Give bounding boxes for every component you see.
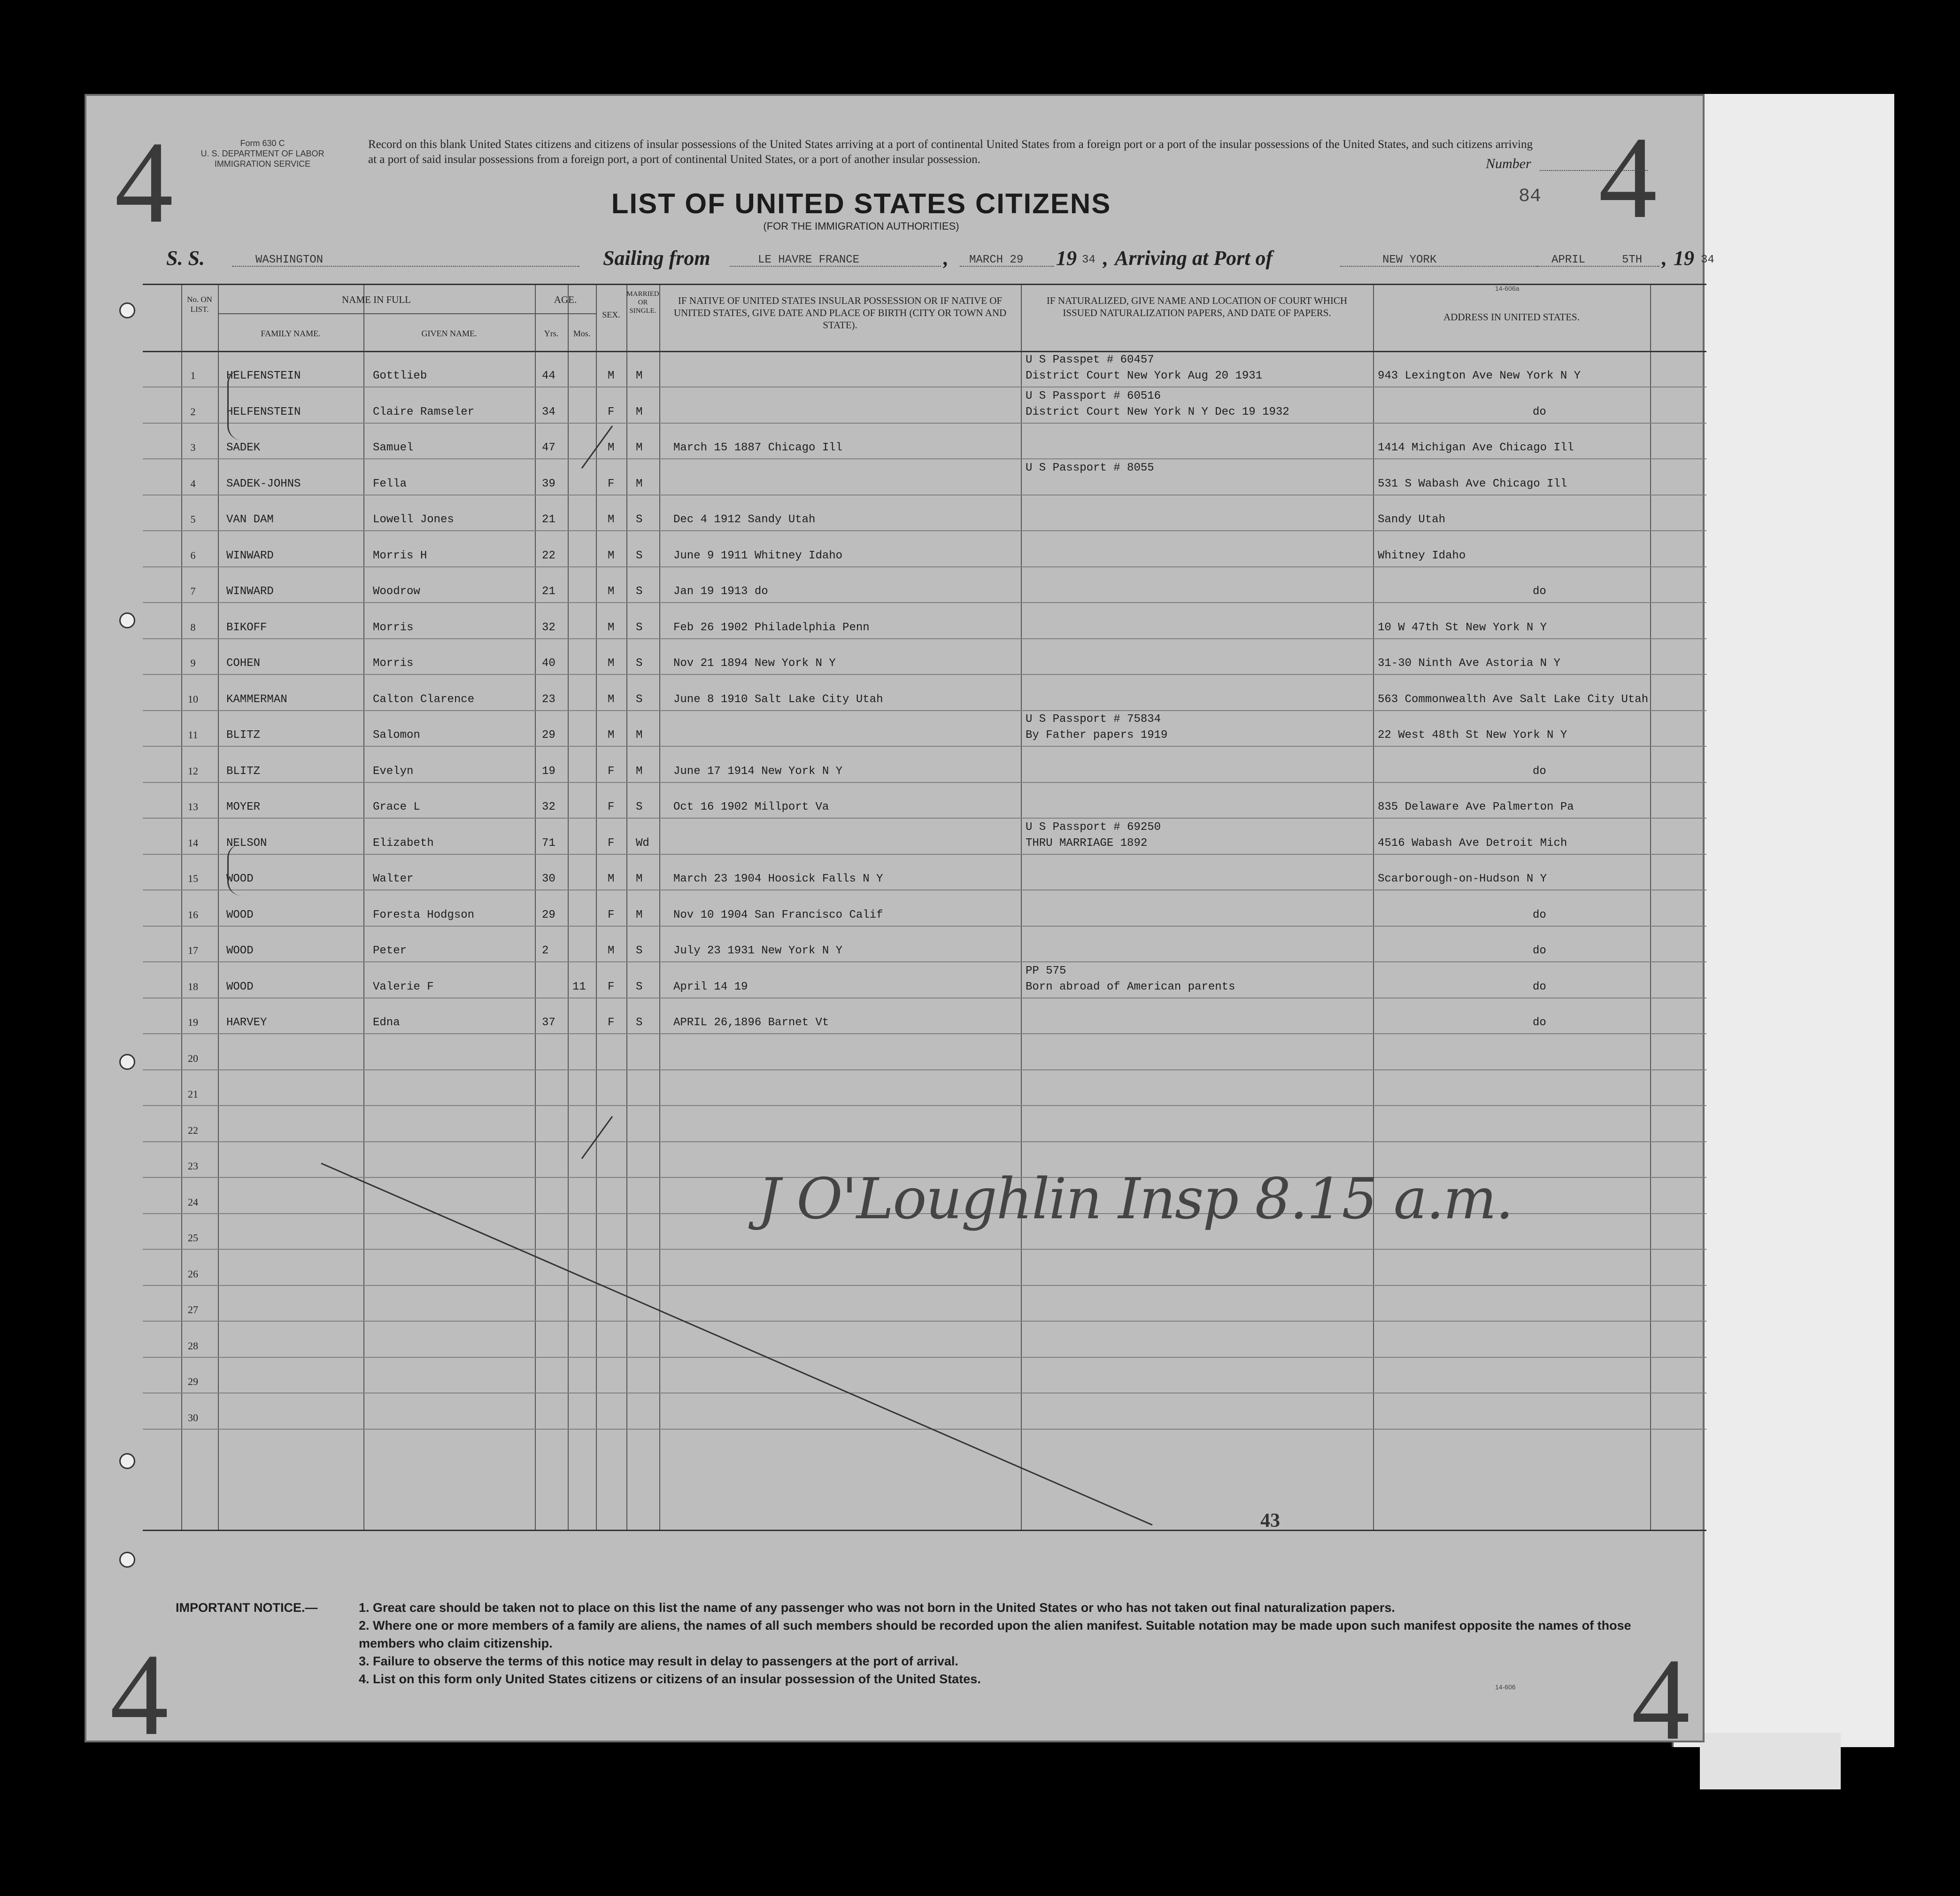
row-number: 8 [190, 621, 196, 633]
row-number: 16 [188, 908, 198, 921]
address: 531 S Wabash Ave Chicago Ill [1378, 477, 1567, 490]
row-number: 5 [190, 513, 196, 525]
departure-date: MARCH 29 [969, 254, 1024, 266]
address: do [1533, 980, 1546, 993]
naturalization-line-2: Born abroad of American parents [1026, 980, 1235, 993]
number-value: 84 [1519, 186, 1542, 207]
age-years: 29 [542, 729, 556, 742]
row-number: 14 [188, 836, 198, 849]
sex: F [608, 908, 615, 921]
notice-item-4: 4. List on this form only United States citizens or citizens of an insular possession of the United States. [359, 1672, 981, 1686]
header-family-name: FAMILY NAME. [261, 329, 321, 338]
given-name: Foresta Hodgson [373, 908, 475, 921]
age-years: 39 [542, 477, 556, 490]
department-name: U. S. DEPARTMENT OF LABOR [201, 149, 324, 158]
birth-date-place: June 8 1910 Salt Lake City Utah [673, 693, 883, 706]
row-number: 10 [188, 693, 198, 705]
row-number: 2 [190, 405, 196, 418]
given-name: Gottlieb [373, 370, 427, 382]
family-name: BIKOFF [226, 621, 267, 634]
page-title: LIST OF UNITED STATES CITIZENS [611, 188, 1111, 219]
number-label: Number [1486, 156, 1531, 171]
voyage-line [166, 246, 1714, 274]
given-name: Samuel [373, 441, 414, 454]
age-years: 40 [542, 657, 556, 670]
marital-status: S [636, 513, 643, 526]
row-number: 26 [188, 1268, 198, 1280]
notice-item-1: 1. Great care should be taken not to place on this list the name of any passenger who was not born in the United States or who has not taken out final naturalization papers. [359, 1601, 1395, 1615]
given-name: Edna [373, 1016, 400, 1029]
naturalization-line-1: U S Passpet # 60457 [1026, 354, 1154, 366]
address: 31-30 Ninth Ave Astoria N Y [1378, 657, 1560, 670]
row-number: 4 [190, 477, 196, 489]
ship-name: WASHINGTON [255, 254, 324, 266]
row-number: 23 [188, 1160, 198, 1172]
notice-item-2: 2. Where one or more members of a family are aliens, the names of all such members should be recorded upon the alien manifest. Suitable notation may be made upon such manifest opposite the names of those members who claim citizenship. [359, 1618, 1631, 1650]
age-years: 19 [542, 765, 556, 778]
number-line [1540, 170, 1648, 171]
marital-status: M [636, 441, 643, 454]
age-years: 2 [542, 944, 549, 957]
cancel-line [143, 285, 1706, 1530]
address: do [1533, 1016, 1546, 1029]
age-years: 30 [542, 873, 556, 885]
family-name: WINWARD [226, 585, 274, 598]
given-name: Morris [373, 621, 414, 634]
marital-status: M [636, 405, 643, 418]
address: 835 Delaware Ave Palmerton Pa [1378, 801, 1574, 813]
sex: M [608, 729, 615, 742]
family-name: BLITZ [226, 729, 261, 742]
sex: M [608, 693, 615, 706]
birth-date-place: March 15 1887 Chicago Ill [673, 441, 843, 454]
binder-hole [119, 1552, 135, 1568]
ss-label: S. S. [166, 247, 205, 270]
notice-heading: IMPORTANT NOTICE.— [176, 1601, 318, 1615]
header-birth: IF NATIVE OF UNITED STATES INSULAR POSSESSION OR IF NATIVE OF UNITED STATES, GIVE DATE AND PLACE OF BIRTH (CITY OR TOWN AND STATE). [673, 295, 1007, 331]
address: 943 Lexington Ave New York N Y [1378, 370, 1581, 382]
row-number: 29 [188, 1376, 198, 1387]
family-name: SADEK [226, 441, 261, 454]
marital-status: S [636, 801, 643, 813]
row-number: 20 [188, 1052, 198, 1064]
row-number: 24 [188, 1196, 198, 1208]
marital-status: S [636, 944, 643, 957]
family-name: WOOD [226, 944, 254, 957]
naturalization-line-2: District Court New York Aug 20 1931 [1026, 370, 1263, 382]
given-name: Calton Clarence [373, 693, 475, 706]
notice-item-3: 3. Failure to observe the terms of this notice may result in delay to passengers at the port of arrival. [359, 1654, 958, 1668]
family-name: COHEN [226, 657, 261, 670]
family-name: WOOD [226, 873, 254, 885]
address: Scarborough-on-Hudson N Y [1378, 873, 1547, 885]
sex: M [608, 873, 615, 885]
age-years: 32 [542, 801, 556, 813]
sex: M [608, 621, 615, 634]
given-name: Woodrow [373, 585, 420, 598]
corner-mark-bottom-right: 4 [1631, 1634, 1690, 1764]
given-name: Grace L [373, 801, 420, 813]
sex: M [608, 370, 615, 382]
birth-date-place: APRIL 26,1896 Barnet Vt [673, 1016, 829, 1029]
sex: M [608, 585, 615, 598]
sex: M [608, 944, 615, 957]
binder-hole [119, 1054, 135, 1070]
arrival-day: 5TH [1622, 254, 1643, 266]
address: 1414 Michigan Ave Chicago Ill [1378, 441, 1574, 454]
intro-text: Record on this blank United States citizens and citizens of insular possessions of the United States arriving at a port of continental United States from a foreign port or a port of the insular possessions of the United States, and such citizens arriving at a port of said insular possessions from a foreign port, a port of continental United States, or a port of another insular possession. [368, 138, 1533, 166]
header-given-name: GIVEN NAME. [421, 329, 477, 338]
family-name: BLITZ [226, 765, 261, 778]
inspector-signature: J O'Loughlin Insp 8.15 a.m. [758, 1167, 1513, 1232]
birth-date-place: Dec 4 1912 Sandy Utah [673, 513, 816, 526]
header-address: ADDRESS IN UNITED STATES. [1443, 311, 1580, 323]
sex: F [608, 801, 615, 813]
row-number: 13 [188, 801, 198, 813]
family-name: WINWARD [226, 549, 274, 562]
marital-status: S [636, 980, 643, 993]
row-number: 22 [188, 1124, 198, 1136]
page-subtitle: (FOR THE IMMIGRATION AUTHORITIES) [763, 220, 959, 232]
header-no: No. ON LIST. [187, 295, 212, 314]
sex: F [608, 1016, 615, 1029]
sailing-from: LE HAVRE FRANCE [758, 254, 860, 266]
birth-date-place: July 23 1931 New York N Y [673, 944, 843, 957]
given-name: Elizabeth [373, 836, 434, 850]
binder-hole [119, 302, 135, 318]
age-years: 23 [542, 693, 556, 706]
address: 563 Commonwealth Ave Salt Lake City Utah [1378, 693, 1649, 706]
birth-date-place: April 14 19 [673, 980, 748, 993]
given-name: Valerie F [373, 980, 434, 993]
age-months: 11 [572, 980, 586, 993]
service-name: IMMIGRATION SERVICE [214, 159, 311, 169]
arriving-label: Arriving at Port of [1115, 247, 1273, 270]
header-sex: SEX. [602, 310, 620, 319]
corner-mark-top-right: 4 [1598, 113, 1657, 243]
address: 10 W 47th St New York N Y [1378, 621, 1547, 634]
footer-code: 14-606 [1495, 1683, 1516, 1691]
age-years: 37 [542, 1016, 556, 1029]
sex: M [608, 549, 615, 562]
marital-status: S [636, 585, 643, 598]
sex: F [608, 765, 615, 778]
sex: F [608, 980, 615, 993]
naturalization-line-2: THRU MARRIAGE 1892 [1026, 836, 1148, 850]
binder-hole [119, 612, 135, 628]
arrival-year: 34 [1701, 254, 1714, 266]
row-number: 21 [188, 1088, 198, 1100]
naturalization-line-1: U S Passport # 69250 [1026, 820, 1161, 834]
birth-date-place: Jan 19 1913 do [673, 585, 768, 598]
header-married-single: MARRIED OR SINGLE. [626, 290, 659, 315]
family-name: KAMMERMAN [226, 693, 287, 706]
comma-1: , [943, 247, 949, 270]
row-number: 17 [188, 944, 198, 956]
arrive-year-prefix: 19 [1674, 247, 1694, 270]
address: 4516 Wabash Ave Detroit Mich [1378, 836, 1567, 850]
depart-year-prefix: 19 [1056, 247, 1077, 270]
sex: M [608, 657, 615, 670]
naturalization-line-1: U S Passport # 60516 [1026, 389, 1161, 402]
row-number: 30 [188, 1411, 198, 1424]
header-months: Mos. [573, 329, 591, 338]
marital-status: S [636, 549, 643, 562]
birth-date-place: June 9 1911 Whitney Idaho [673, 549, 843, 562]
row-number: 25 [188, 1232, 198, 1244]
marital-status: M [636, 908, 643, 921]
marital-status: S [636, 1016, 643, 1029]
naturalization-line-1: U S Passport # 8055 [1026, 461, 1154, 474]
birth-date-place: Nov 21 1894 New York N Y [673, 657, 836, 670]
port-fill-line [1340, 266, 1537, 267]
family-name: WOOD [226, 908, 254, 921]
naturalization-line-2: District Court New York N Y Dec 19 1932 [1026, 405, 1289, 418]
form-number: Form 630 C [240, 139, 285, 148]
sex: M [608, 441, 615, 454]
manifest-sheet [85, 94, 1714, 1764]
age-years: 71 [542, 836, 556, 850]
age-years: 21 [542, 513, 556, 526]
birth-date-place: Feb 26 1902 Philadelphia Penn [673, 621, 870, 634]
naturalization-line-2: By Father papers 1919 [1026, 729, 1168, 742]
address: do [1533, 585, 1546, 598]
birth-date-place: March 23 1904 Hoosick Falls N Y [673, 873, 883, 885]
family-name: WOOD [226, 980, 254, 993]
header-naturalized: IF NATURALIZED, GIVE NAME AND LOCATION OF COURT WHICH ISSUED NATURALIZATION PAPERS, AND DATE OF PAPERS. [1046, 295, 1348, 318]
address: do [1533, 944, 1546, 957]
given-name: Claire Ramseler [373, 405, 475, 418]
family-name: NELSON [226, 836, 267, 850]
family-name: MOYER [226, 801, 261, 813]
row-number: 9 [190, 657, 196, 669]
family-name: HELFENSTEIN [226, 370, 301, 382]
family-name: HELFENSTEIN [226, 405, 301, 418]
sex: F [608, 477, 615, 490]
age-years: 22 [542, 549, 556, 562]
sex: F [608, 836, 615, 850]
given-name: Morris H [373, 549, 427, 562]
sex: F [608, 405, 615, 418]
marital-status: M [636, 873, 643, 885]
age-years: 34 [542, 405, 556, 418]
corner-mark-top-left: 4 [115, 117, 173, 248]
comma-3: , [1662, 247, 1667, 270]
marital-status: S [636, 621, 643, 634]
age-years: 29 [542, 908, 556, 921]
form-identifier [185, 138, 340, 169]
given-name: Fella [373, 477, 407, 490]
given-name: Lowell Jones [373, 513, 454, 526]
row-number: 18 [188, 980, 198, 992]
row-number: 7 [190, 585, 196, 597]
given-name: Peter [373, 944, 407, 957]
marital-status: M [636, 729, 643, 742]
marital-status: M [636, 370, 643, 382]
birth-date-place: June 17 1914 New York N Y [673, 765, 843, 778]
arrival-port: NEW YORK [1382, 254, 1437, 266]
row-number: 12 [188, 765, 198, 777]
header-age: AGE. [554, 294, 577, 305]
birth-date-place: Oct 16 1902 Millport Va [673, 801, 829, 813]
address: do [1533, 765, 1546, 778]
family-name: VAN DAM [226, 513, 274, 526]
marital-status: M [636, 477, 643, 490]
address: do [1533, 908, 1546, 921]
sex: M [608, 513, 615, 526]
address: Whitney Idaho [1378, 549, 1466, 562]
background-sheet-corner [1700, 1733, 1841, 1789]
corner-mark-bottom-left: 4 [110, 1630, 169, 1760]
arrival-month: APRIL [1551, 254, 1586, 266]
row-number: 1 [190, 370, 196, 381]
row-number: 28 [188, 1339, 198, 1352]
given-name: Walter [373, 873, 414, 885]
sailing-label: Sailing from [603, 247, 710, 270]
marital-status: M [636, 765, 643, 778]
comma-2: , [1103, 247, 1108, 270]
age-years: 21 [542, 585, 556, 598]
birth-date-place: Nov 10 1904 San Francisco Calif [673, 908, 883, 921]
header-years: Yrs. [544, 329, 559, 338]
row-number: 15 [188, 873, 198, 884]
row-number: 11 [188, 729, 198, 741]
stamp-number: 43 [1260, 1510, 1280, 1532]
row-number: 19 [188, 1016, 198, 1028]
marital-status: Wd [636, 836, 649, 850]
row-number: 3 [190, 441, 196, 453]
age-years: 47 [542, 441, 556, 454]
printing-code: 14-606a [1495, 285, 1520, 292]
row-number: 27 [188, 1304, 198, 1316]
marital-status: S [636, 693, 643, 706]
family-name: HARVEY [226, 1016, 267, 1029]
age-years: 32 [542, 621, 556, 634]
naturalization-line-1: PP 575 [1026, 964, 1066, 977]
given-name: Evelyn [373, 765, 414, 778]
header-name-in-full: NAME IN FULL [342, 294, 411, 305]
binder-hole [119, 1453, 135, 1469]
given-name: Salomon [373, 729, 420, 742]
departure-year: 34 [1082, 254, 1096, 266]
address: 22 West 48th St New York N Y [1378, 729, 1567, 742]
marital-status: S [636, 657, 643, 670]
given-name: Morris [373, 657, 414, 670]
naturalization-line-1: U S Passport # 75834 [1026, 713, 1161, 726]
family-name: SADEK-JOHNS [226, 477, 301, 490]
row-number: 6 [190, 549, 196, 561]
address: do [1533, 405, 1546, 418]
address: Sandy Utah [1378, 513, 1446, 526]
age-years: 44 [542, 370, 556, 382]
passenger-table [143, 284, 1706, 1531]
